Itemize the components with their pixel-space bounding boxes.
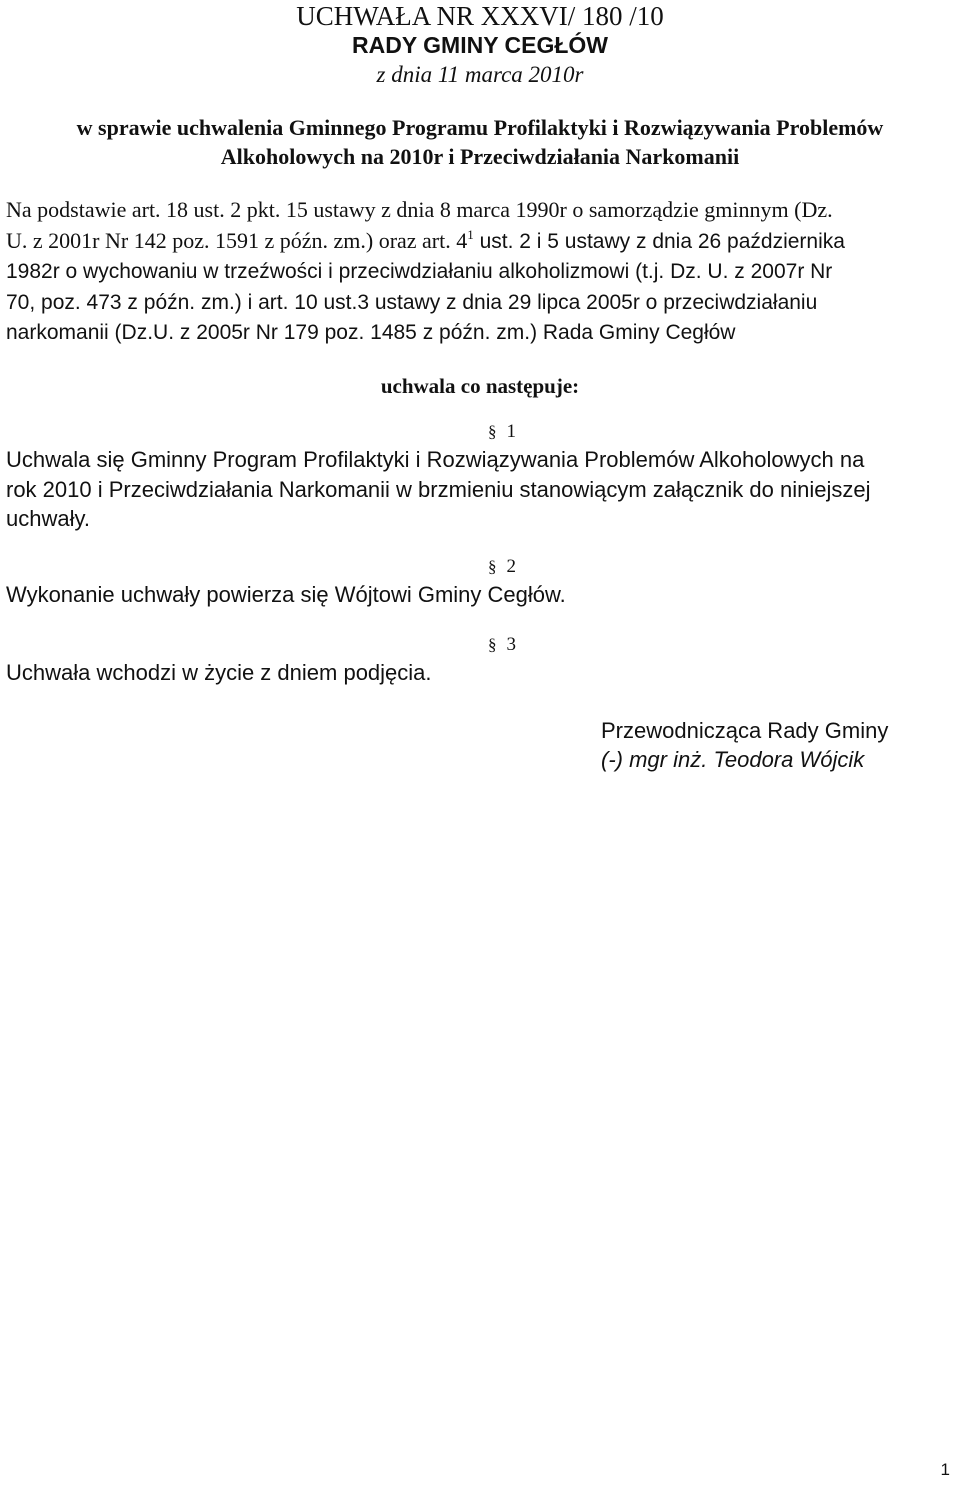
section-sign: § [488, 557, 497, 576]
resolution-date: z dnia 11 marca 2010r [376, 62, 584, 87]
section-sign: § [488, 422, 497, 441]
superscript: 1 [467, 226, 474, 242]
paragraph-heading [488, 633, 516, 657]
legal-basis-line: 1982r o wychowaniu w trzeźwości i przeciwdziałaniu alkoholizmowi (t.j. Dz. U. z 2007r Nr [6, 260, 833, 283]
paragraph-number: 3 [506, 634, 516, 655]
paragraph-line: uchwały. [6, 506, 90, 531]
legal-basis-line: 70, poz. 473 z późn. zm.) i art. 10 ust.3 ustawy z dnia 29 lipca 2005r o przeciwdziałaniu [6, 290, 818, 314]
paragraph-line: Wykonanie uchwały powierza się Wójtowi Gminy Cegłów. [6, 582, 566, 607]
subject-line: Alkoholowych na 2010r i Przeciwdziałania Narkomanii [220, 144, 740, 169]
section-sign: § [488, 635, 497, 654]
council-name: RADY GMINY CEGŁÓW [352, 32, 608, 58]
signature-block [601, 716, 888, 774]
subject-line: w sprawie uchwalenia Gminnego Programu Profilaktyki i Rozwiązywania Problemów [76, 115, 884, 140]
legal-basis-text: ust. 2 i 5 ustawy z dnia 26 października [473, 229, 845, 253]
paragraph-line: Uchwała wchodzi w życie z dniem podjęcia. [6, 660, 432, 685]
legal-basis-line: Na podstawie art. 18 ust. 2 pkt. 15 ustawy z dnia 8 marca 1990r o samorządzie gminnym (Dz. [6, 197, 833, 222]
resolution-title: UCHWAŁA NR XXXVI/ 180 /10 [296, 1, 664, 31]
legal-basis-text: U. z 2001r Nr 142 poz. 1591 z późn. zm.) oraz art. 4 [6, 227, 468, 253]
paragraph-line: Uchwala się Gminny Program Profilaktyki i Rozwiązywania Problemów Alkoholowych na [6, 447, 865, 472]
paragraph-number: 1 [506, 421, 516, 442]
page-number: 1 [940, 1460, 950, 1479]
paragraph-text [6, 445, 954, 534]
paragraph-text [6, 658, 432, 688]
legal-basis [6, 195, 954, 349]
paragraph-heading [488, 555, 516, 579]
paragraph-heading [488, 420, 516, 444]
signatory-role: Przewodnicząca Rady Gminy [601, 718, 889, 743]
paragraph-number: 2 [506, 556, 516, 577]
legal-basis-line [6, 226, 954, 258]
signatory-name: (-) mgr inż. Teodora Wójcik [601, 747, 865, 772]
resolves-heading: uchwala co następuje: [380, 374, 580, 398]
paragraph-line: rok 2010 i Przeciwdziałania Narkomanii w brzmieniu stanowiącym załącznik do niniejszej [6, 476, 871, 502]
resolution-subject [0, 113, 960, 171]
paragraph-text [6, 580, 566, 610]
legal-basis-line: narkomanii (Dz.U. z 2005r Nr 179 poz. 1485 z późn. zm.) Rada Gminy Cegłów [6, 321, 736, 344]
